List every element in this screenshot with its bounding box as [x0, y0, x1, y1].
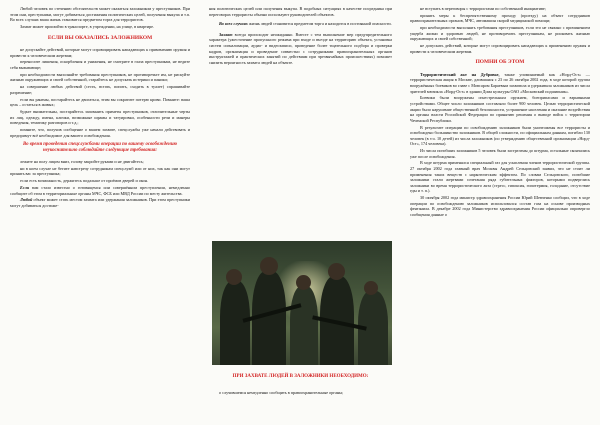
- column-middle-bottom: [209, 390, 392, 396]
- prevention-lead: Захват: [219, 31, 233, 37]
- special-forces-photo: [212, 241, 392, 365]
- section-heading-remember: ПОМНИ ОБ ЭТОМ: [475, 59, 525, 66]
- danger-text: жизнь людей становится предметом торга и находится в постоянной опасности.: [247, 21, 392, 27]
- rule-item: на совершение любых действий (сесть, встать, попить, сходить в туалет) спрашивайте разрешение;: [10, 84, 190, 95]
- report-paragraph: [10, 185, 190, 196]
- photo-caption-heading: ПРИ ЗАХВАТЕ ЛЮДЕЙ В ЗАЛОЖНИКИ НЕОБХОДИМО:: [232, 374, 369, 379]
- rule-item: о случившемся немедленно сообщить в правоохранительные органы;: [219, 390, 344, 395]
- column-left: [10, 6, 190, 421]
- history-paragraph: В ходе штурма применялся специальный газ для усыпления членов террористической группы. 27 октября 2002 года главный врач Москвы Андрей Сельцовский заявил, что не стоит ли применения таких веществ с наркотическим эффектом. По словам Сельцовского, погибшие заложники стали жертвами сочетания ряда губительных факторов, которыми подверглись заложники во время террористического акта (стресс, гипоксия, гипотермия, голодание, отсутствие еды и т. п.).: [410, 160, 590, 194]
- history-paragraph: Из числа погибших заложников 5 человек были застрелены до штурма, остальные скончались уже после освобождения.: [410, 148, 590, 159]
- column-middle: [209, 6, 392, 238]
- terror-act-paragraph: [410, 72, 590, 94]
- danger-paragraph: [209, 21, 392, 27]
- rule-item: если вы ранены, постарайтесь не двигаться, этим вы сократите потерю крови. Помните: ваша цель – остаться в живых;: [10, 96, 190, 108]
- rule-item: помните, что, получив сообщение о вашем захвате, спецслужбы уже начали действовать и предпримут всё необходимое для вашего освобождения.: [10, 126, 190, 138]
- rule-item: будьте внимательны, постарайтесь запомнить приметы преступников, отличительные черты их лиц, одежду, имена, клички, возможные шрамы и татуировки, особенности речи и манеры поведения, тематику разговоров и т.д.;: [10, 108, 190, 126]
- rescue-operation-warning: Во время проведения спецслужбами операции по вашему освобождению неукоснительно соблюдайте следующие требования:: [22, 142, 178, 154]
- report-lead: Если: [20, 185, 30, 191]
- continued-paragraph: ния политических целей или получения выкупа. В подобных ситуациях в качестве посредника при переговорах террористы обычно используют руководителей объектов.: [209, 6, 392, 17]
- object-lead: Любой: [20, 197, 33, 203]
- rule-item: лежите на полу лицом вниз, голову закройте руками и не двигайтесь;: [20, 159, 144, 165]
- rule-item: если есть возможность, держитесь подальше от проёмов дверей и окон.: [20, 178, 149, 184]
- terror-act-text: также упоминаемый как «Норд-Ост» — террористическая акция в Москве, длившаяся с 23 по 26 октября 2002 года, в ходе которой группа вооружённых боевиков во главе с Мовсаром Бараевым захватила и удерживала заложников из числа зрителей мюзикла «Норд-Ост» в здании Дома культуры ОАО «Московский подшипник».: [410, 71, 590, 94]
- rule-item: не допускайте действий, которые могут спровоцировать нападающих к применению оружия и привести к человеческим жертвам;: [10, 47, 190, 58]
- rule-item: не вступать в переговоры с террористами по собственной инициативе;: [420, 6, 546, 11]
- rule-item: принять меры к беспрепятственному проходу (проезду) на объект сотрудников правоохранительных органов, МЧС, автомашин скорой медицинской помощи;: [410, 12, 590, 24]
- terror-act-lead: Террористический акт на Дубровке,: [420, 71, 500, 77]
- history-paragraph: В результате операции по освобождению заложников были уничтожены все террористы и освобождено большинство заложников. В общей сложности, по официальным данным, погибли 130 человек (в т.ч. 10 детей) из числа заложников (по утверждению общественной организации «Норд-Ост», 174 человека).: [410, 124, 590, 147]
- rule-item: переносите лишения, оскорбления и унижения, не смотрите в глаза преступникам, не ведите себя вызывающе;: [10, 59, 190, 71]
- danger-lead: Во всех случаях: [219, 21, 248, 27]
- rule-item: при необходимости выполнять требования преступников, если это не связано с причинением ущерба жизни и здоровью людей, не противоречить преступникам, не рисковать жизнью окружающих и своей собственной;: [410, 25, 590, 42]
- prevention-text: всегда происходит неожиданно. Вместе с тем выполнение мер предупредительного характера (ужесточение пропускного режима при входе и въезде на территорию объекта, установка систем сигнализации, аудио- и видеозаписи, проведение более тщательного подбора и проверки кадров, организация и проведение совместно с сотрудниками правоохранительных органов инструктажей и практических занятий по действиям при чрезвычайных происшествиях) поможет снизить вероятность захвата людей на объекте.: [209, 31, 392, 65]
- section-heading-hostage: ЕСЛИ ВЫ ОКАЗАЛИСЬ ЗАЛОЖНИКОМ: [47, 34, 153, 41]
- object-text: объект может стать местом захвата или удержания заложников. При этом преступники могут добиваться достиже-: [10, 197, 190, 208]
- report-text: вам стало известно о готовящемся или совершённом преступлении, немедленно сообщите об этом в территориальные органы МЧС, ФСБ или МВД России по месту жительства.: [10, 185, 190, 196]
- object-paragraph: [10, 197, 190, 208]
- prevention-paragraph: [209, 32, 392, 66]
- rule-item: при необходимости выполняйте требования преступников, не противоречьте им, не рискуйте жизнью окружающих и своей собственной, старайтесь не допускать истерики и паники;: [10, 71, 190, 83]
- rule-item: не допускать действий, которые могут спровоцировать нападающих к применению оружия и привести к человеческим жертвам.: [410, 43, 590, 54]
- intro-paragraph: Любой человек по стечению обстоятельств может оказаться заложником у преступников. При этом они, преступники, могут добиваться достижения политических целей, получения выкупа и т.п. Во всех случаях ваша жизнь становится предметом торга для террористов.: [10, 6, 190, 23]
- history-paragraph: Боевики были вооружены огнестрельным оружием, боеприпасами и взрывными устройствами. Общее число заложников составляло более 900 человек. Целью террористической акции было нарушение общественной безопасности, устрашение населения и оказание воздействия на органы власти Российской Федерации по принятию решения о выводе войск с территории Чеченской Республики.: [410, 95, 590, 123]
- rule-item: ни в коем случае не бегите навстречу сотрудникам спецслужб или от них, так как они могут принять вас за преступника;: [10, 165, 190, 177]
- column-right: [410, 6, 590, 421]
- intro-paragraph-2: Захват может произойти в транспорте, в учреждении, на улице, в квартире.: [20, 23, 155, 29]
- history-paragraph: 30 октября 2002 года министр здравоохранения России Юрий Шевченко сообщил, что в ходе операции по освобождению заложников использовался состав газа на основе производных фентанила. В декабре 2002 года Министерство здравоохранения России официально опровергло сообщения данные о: [410, 195, 590, 217]
